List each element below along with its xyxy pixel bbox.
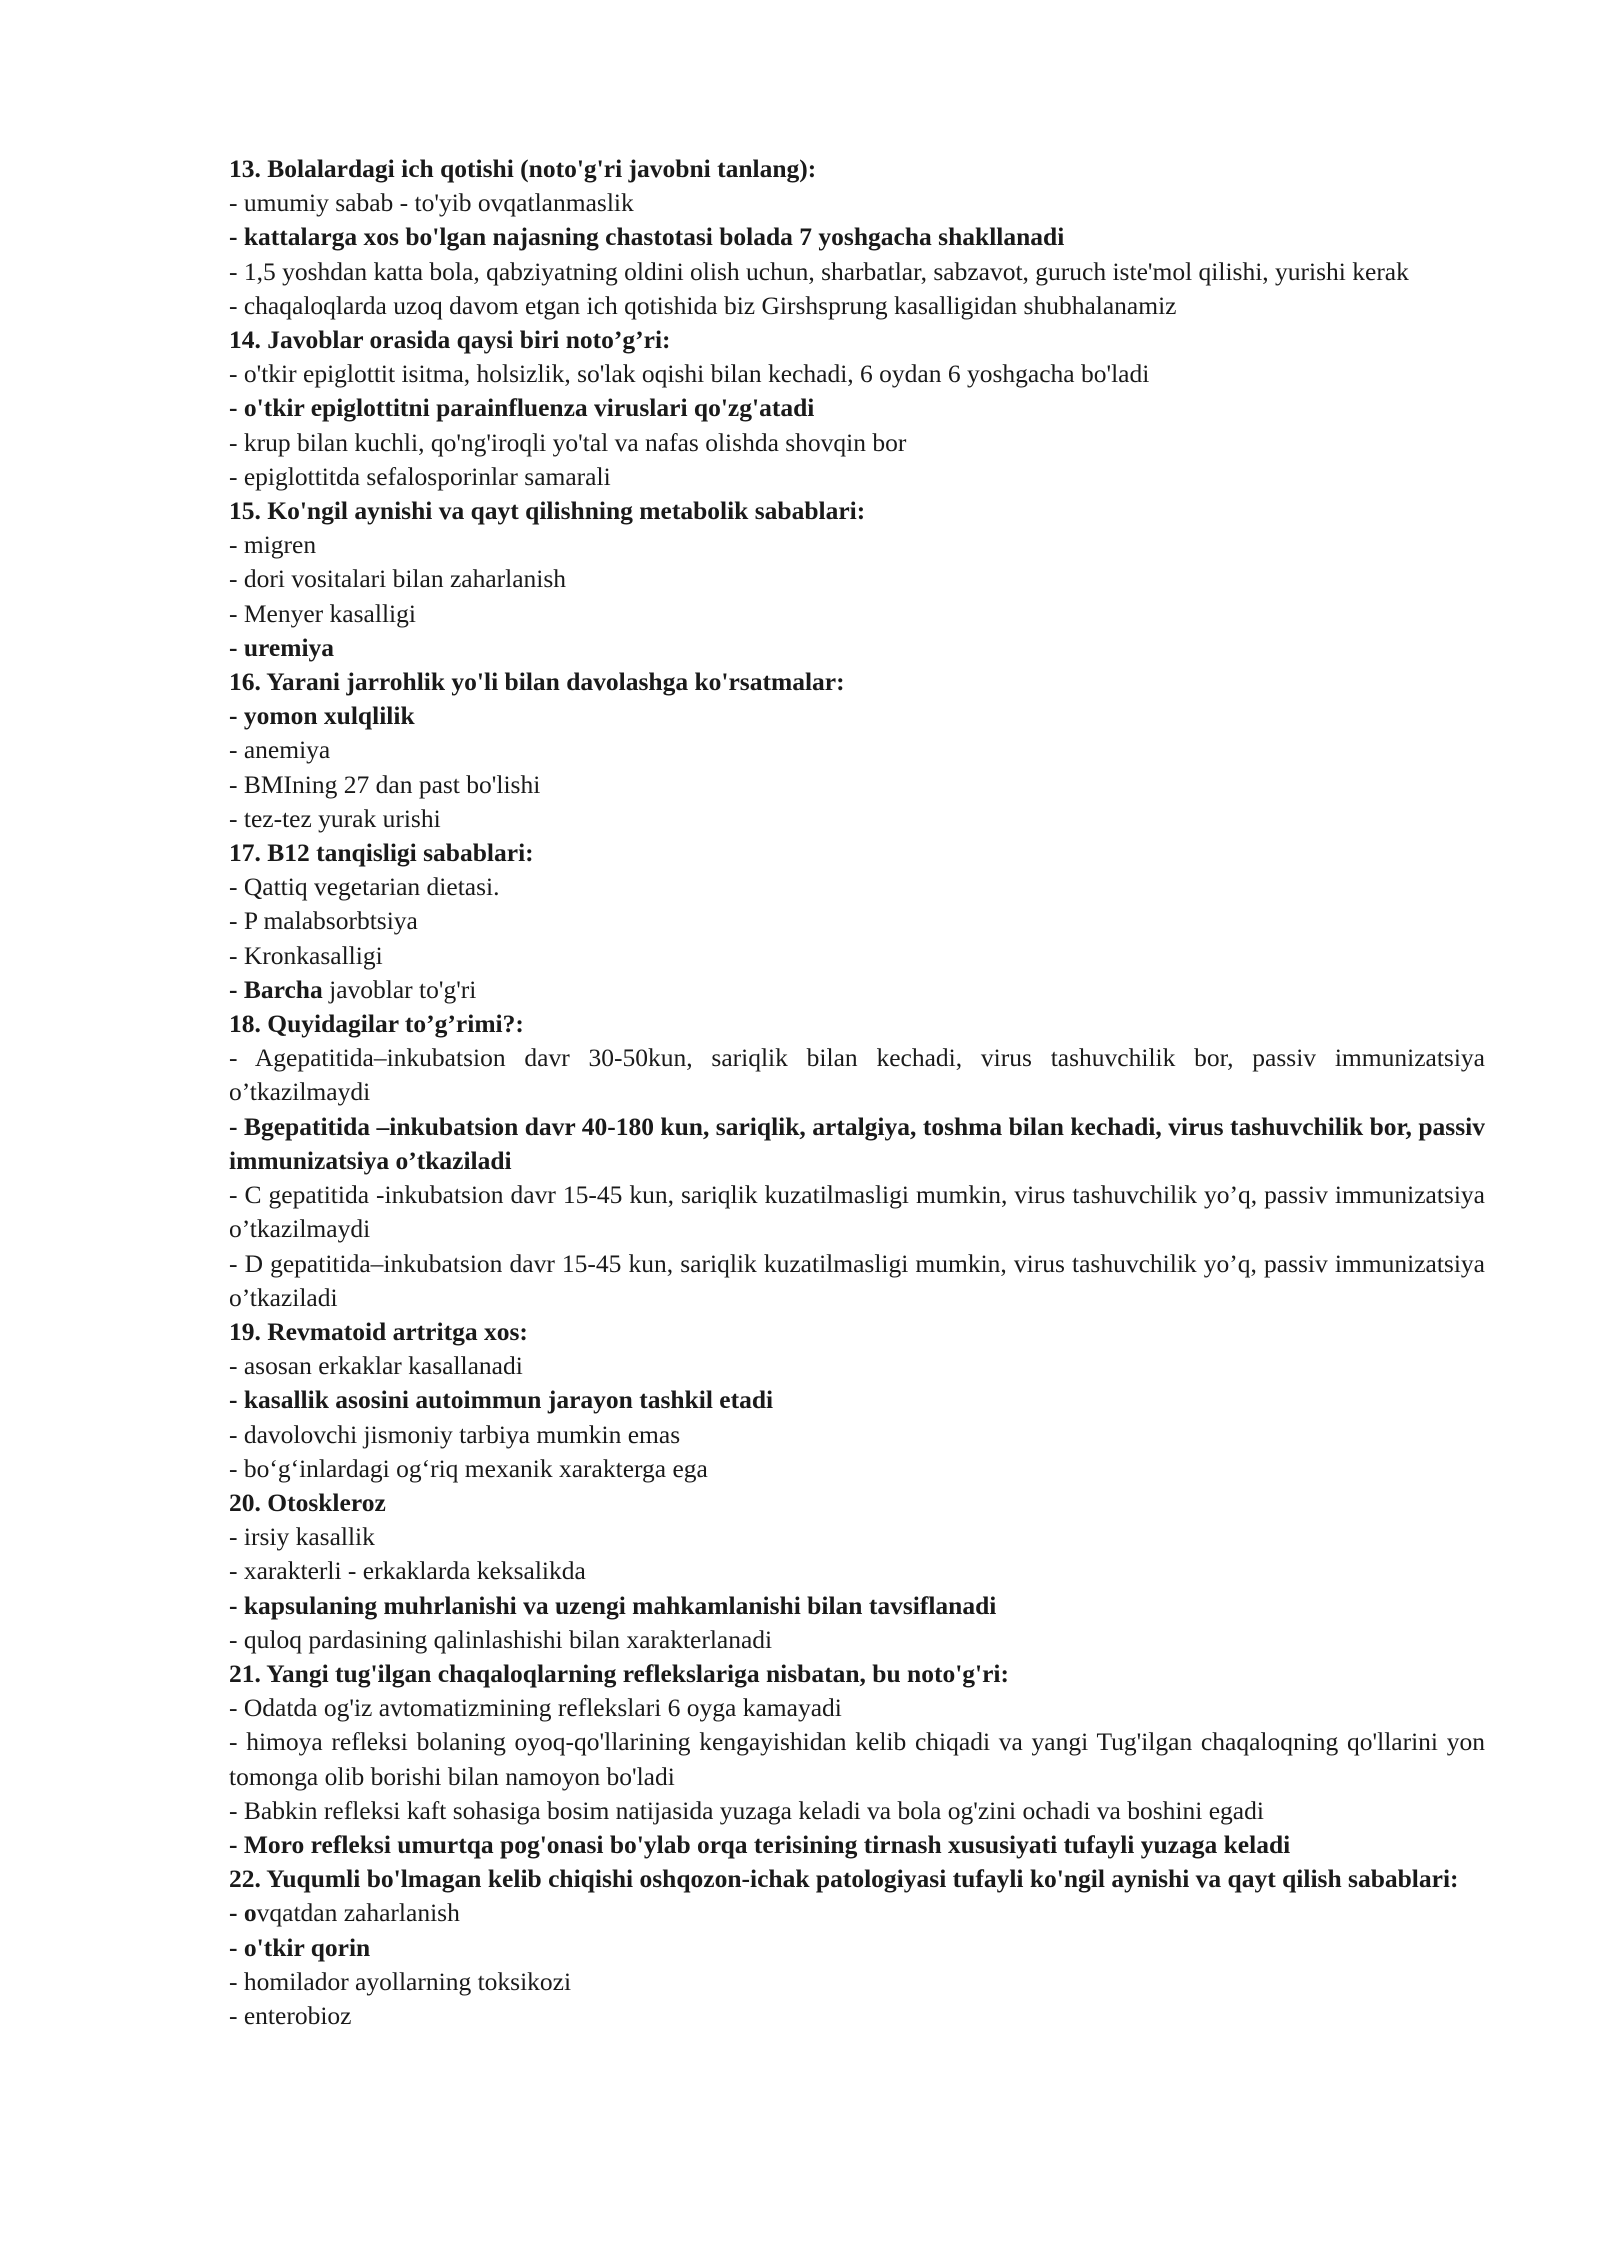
- document-page: [229, 152, 1485, 2033]
- answer-option-bold-part: - Barcha: [229, 974, 323, 1004]
- answer-option-correct: - o'tkir epiglottitni parainfluenza viruslari qo'zg'atadi: [229, 393, 815, 423]
- answer-option-mixed: [229, 1896, 1485, 1930]
- answer-option: - Odatda og'iz avtomatizmining reflekslari 6 oyga kamayadi: [229, 1693, 842, 1723]
- answer-option: - irsiy kasallik: [229, 1522, 375, 1552]
- answer-option: - krup bilan kuchli, qo'ng'iroqli yo'tal va nafas olishda shovqin bor: [229, 427, 907, 457]
- answer-option-correct: - Moro refleksi umurtqa pog'onasi bo'ylab orqa terisining tirnash xususiyati tufayli yuzaga keladi: [229, 1829, 1291, 1859]
- answer-option: - tez-tez yurak urishi: [229, 803, 441, 833]
- answer-option: - o'tkir epiglottit isitma, holsizlik, so'lak oqishi bilan kechadi, 6 oydan 6 yoshgacha bo'ladi: [229, 359, 1150, 389]
- answer-option: - anemiya: [229, 735, 331, 765]
- question-title: 16. Yarani jarrohlik yo'li bilan davolashga ko'rsatmalar:: [229, 667, 845, 697]
- answer-option-correct: - kapsulaning muhrlanishi va uzengi mahkamlanishi bilan tavsiflanadi: [229, 1590, 997, 1620]
- answer-option: - umumiy sabab - to'yib ovqatlanmaslik: [229, 188, 634, 218]
- answer-option-correct: - Bgepatitida –inkubatsion davr 40-180 kun, sariqlik, artalgiya, toshma bilan kechadi, virus tashuvchilik bor, passiv immunizatsiya o’tkaziladi: [229, 1111, 1485, 1175]
- answer-option-correct: - uremiya: [229, 632, 335, 662]
- answer-option: - migren: [229, 530, 317, 560]
- answer-option: - homilador ayollarning toksikozi: [229, 1966, 572, 1996]
- answer-option-mixed: [229, 973, 1485, 1007]
- answer-option: - himoya refleksi bolaning oyoq-qo'llarining kengayishidan kelib chiqadi va yangi Tug'ilgan chaqaloqning qo'llarini yon tomonga olib borishi bilan namoyon bo'ladi: [229, 1727, 1485, 1791]
- answer-option: - davolovchi jismoniy tarbiya mumkin emas: [229, 1419, 681, 1449]
- answer-option-correct: - kasallik asosini autoimmun jarayon tashkil etadi: [229, 1385, 774, 1415]
- question-title: 22. Yuqumli bo'lmagan kelib chiqishi oshqozon-ichak patologiyasi tufayli ko'ngil aynishi va qayt qilish sabablari:: [229, 1864, 1459, 1894]
- answer-option: - C gepatitida -inkubatsion davr 15-45 kun, sariqlik kuzatilmasligi mumkin, virus tashuvchilik yo’q, passiv immunizatsiya o’tkazilmaydi: [229, 1180, 1485, 1244]
- answer-option: - chaqaloqlarda uzoq davom etgan ich qotishida biz Girshsprung kasalligidan shubhalanamiz: [229, 290, 1177, 320]
- answer-option: - epiglottitda sefalosporinlar samarali: [229, 461, 611, 491]
- answer-option: - Agepatitida–inkubatsion davr 30-50kun, sariqlik bilan kechadi, virus tashuvchilik bor, passiv immunizatsiya o’tkazilmaydi: [229, 1043, 1485, 1107]
- answer-option-correct: - yomon xulqlilik: [229, 701, 415, 731]
- answer-option: - dori vositalari bilan zaharlanish: [229, 564, 567, 594]
- question-title: 21. Yangi tug'ilgan chaqaloqlarning reflekslariga nisbatan, bu noto'g'ri:: [229, 1658, 1010, 1688]
- answer-option-correct: - kattalarga xos bo'lgan najasning chastotasi bolada 7 yoshgacha shakllanadi: [229, 222, 1065, 252]
- answer-option: - Qattiq vegetarian dietasi.: [229, 872, 500, 902]
- answer-option: - quloq pardasining qalinlashishi bilan xarakterlanadi: [229, 1624, 773, 1654]
- answer-option-normal-part: javoblar to'g'ri: [322, 974, 477, 1004]
- answer-option: - 1,5 yoshdan katta bola, qabziyatning oldini olish uchun, sharbatlar, sabzavot, guruch iste'mol qilishi, yurishi kerak: [229, 256, 1409, 286]
- question-title: 14. Javoblar orasida qaysi biri noto’g’ri:: [229, 325, 671, 355]
- question-title: 17. B12 tanqisligi sabablari:: [229, 838, 534, 868]
- answer-option-correct: - o'tkir qorin: [229, 1932, 371, 1962]
- answer-option: - Menyer kasalligi: [229, 598, 416, 628]
- answer-option: - asosan erkaklar kasallanadi: [229, 1351, 523, 1381]
- answer-option: - D gepatitida–inkubatsion davr 15-45 kun, sariqlik kuzatilmasligi mumkin, virus tashuvchilik yo’q, passiv immunizatsiya o’tkaziladi: [229, 1248, 1485, 1312]
- answer-option: - bo‘g‘inlardagi og‘riq mexanik xarakterga ega: [229, 1453, 708, 1483]
- answer-option: - BMIning 27 dan past bo'lishi: [229, 769, 541, 799]
- question-title: 13. Bolalardagi ich qotishi (noto'g'ri javobni tanlang):: [229, 154, 817, 183]
- answer-option: - Babkin refleksi kaft sohasiga bosim natijasida yuzaga keladi va bola og'zini ochadi va boshini egadi: [229, 1795, 1264, 1825]
- answer-option: - enterobioz: [229, 2000, 352, 2030]
- answer-option-bold-part: - o: [229, 1898, 257, 1928]
- question-title: 15. Ko'ngil aynishi va qayt qilishning metabolik sabablari:: [229, 496, 866, 526]
- answer-option: - P malabsorbtsiya: [229, 906, 418, 936]
- answer-option: - Kronkasalligi: [229, 940, 383, 970]
- question-title: 18. Quyidagilar to’g’rimi?:: [229, 1009, 524, 1039]
- question-title: 19. Revmatoid artritga xos:: [229, 1316, 528, 1346]
- answer-option-normal-part: vqatdan zaharlanish: [256, 1898, 460, 1928]
- question-title: 20. Otoskleroz: [229, 1487, 386, 1517]
- answer-option: - xarakterli - erkaklarda keksalikda: [229, 1556, 586, 1586]
